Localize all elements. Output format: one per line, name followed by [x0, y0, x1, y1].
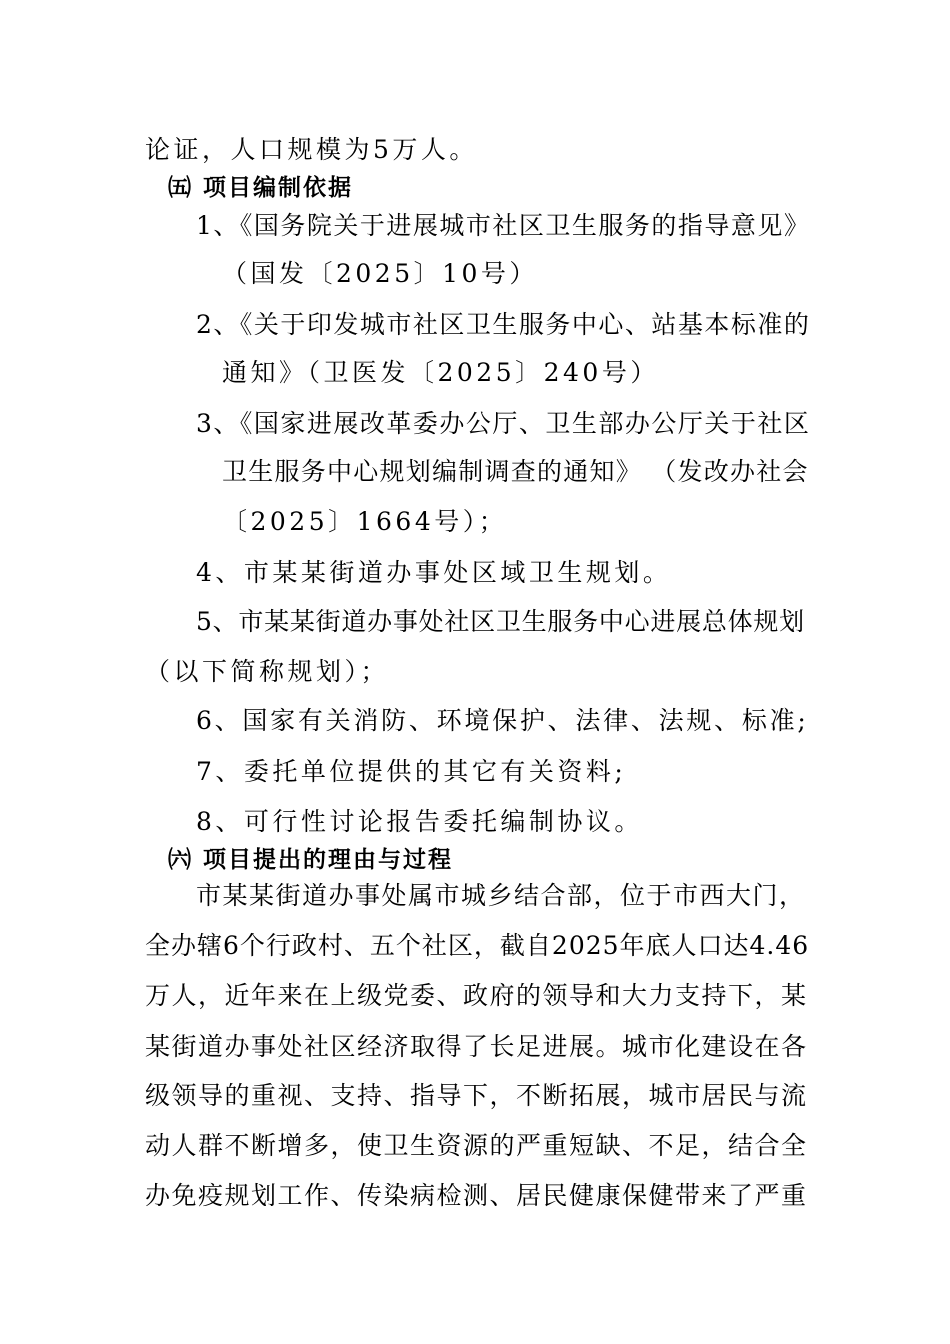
basis-item-2-line-1: 2、《关于印发城市社区卫生服务中心、站基本标准的 — [196, 310, 811, 339]
basis-item-3-line-1: 3、《国家进展改革委办公厅、卫生部办公厅关于社区 — [196, 409, 811, 438]
reasons-paragraph-line-6: 动人群不断增多，使卫生资源的严重短缺、不足，结合全 — [145, 1131, 808, 1160]
basis-item-6: 6、国家有关消防、环境保护、法律、法规、标准; — [196, 706, 809, 735]
basis-item-1-line-2: （国发〔2025〕10号） — [222, 259, 538, 288]
reasons-paragraph-line-2: 全办辖6个行政村、五个社区，截自2025年底人口达4.46 — [145, 931, 810, 960]
basis-item-7: 7、委托单位提供的其它有关资料; — [196, 757, 627, 786]
continuation-line: 论证，人口规模为5万人。 — [145, 135, 478, 164]
basis-item-3-line-3: 〔2025〕1664号）； — [222, 507, 508, 536]
reasons-paragraph-line-3: 万人，近年来在上级党委、政府的领导和大力支持下，某 — [145, 981, 808, 1010]
reasons-paragraph-line-5: 级领导的重视、支持、指导下，不断拓展，城市居民与流 — [145, 1081, 808, 1110]
reasons-paragraph-line-4: 某街道办事处社区经济取得了长足进展。城市化建设在各 — [145, 1032, 808, 1061]
section-heading-reasons: ㈥ 项目提出的理由与过程 — [168, 847, 454, 873]
basis-item-8: 8、可行性讨论报告委托编制协议。 — [196, 807, 643, 836]
basis-item-5-line-2: （以下简称规划）； — [145, 657, 390, 686]
basis-item-1-line-1: 1、《国务院关于进展城市社区卫生服务的指导意见》 — [196, 211, 811, 240]
basis-item-4: 4、市某某街道办事处区域卫生规划。 — [196, 558, 672, 587]
basis-item-2-line-2: 通知》（卫医发〔2025〕240号） — [222, 358, 659, 387]
section-heading-basis: ㈤ 项目编制依据 — [168, 175, 354, 201]
basis-item-5-line-1: 5、市某某街道办事处社区卫生服务中心进展总体规划 — [196, 607, 805, 636]
reasons-paragraph-line-1: 市某某街道办事处属市城乡结合部，位于市西大门， — [196, 881, 806, 910]
reasons-paragraph-line-7: 办免疫规划工作、传染病检测、居民健康保健带来了严重 — [145, 1181, 808, 1210]
basis-item-3-line-2: 卫生服务中心规划编制调查的通知》 （发改办社会 — [222, 457, 809, 486]
